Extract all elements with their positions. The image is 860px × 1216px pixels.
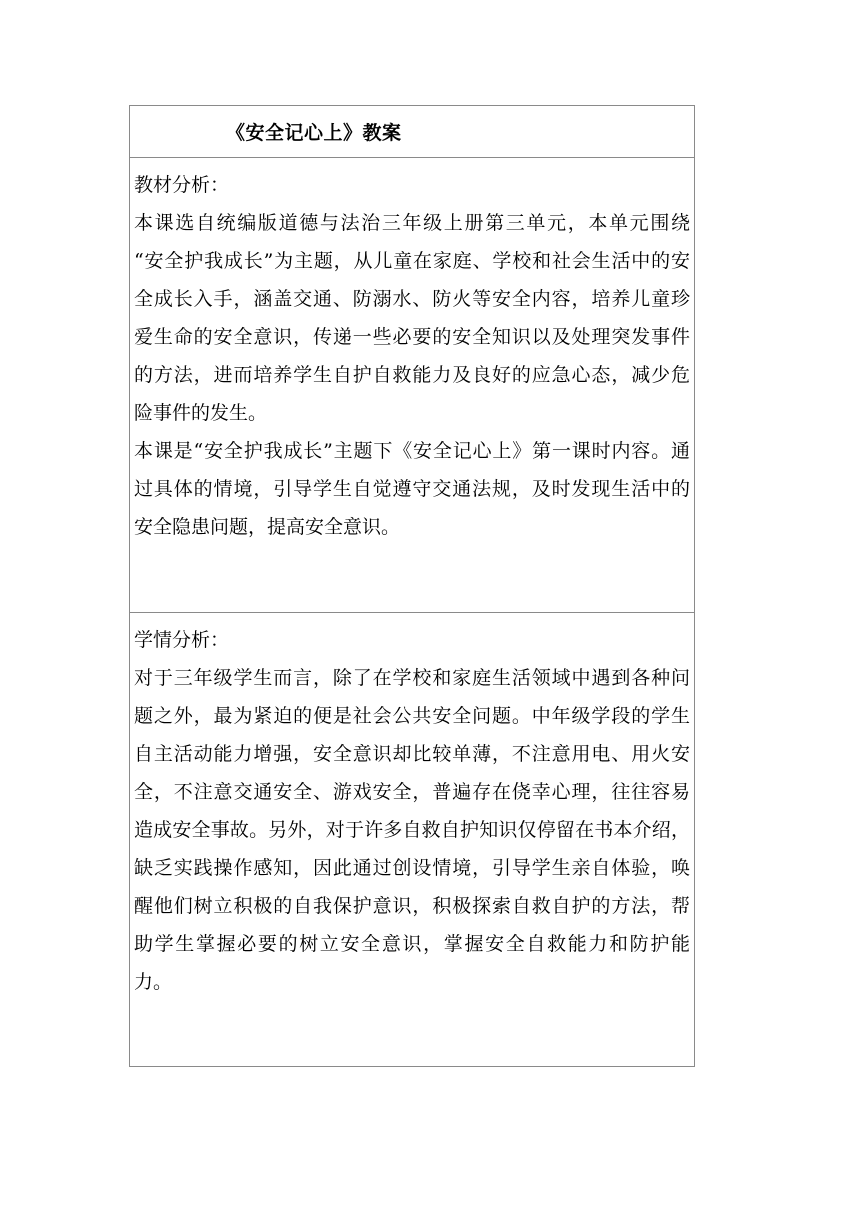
paragraph-line: 全，不注意交通安全、游戏安全，普遍存在侥幸心理，往往容易 bbox=[134, 781, 690, 803]
paragraph-line: 对于三年级学生而言，除了在学校和家庭生活领域中遇到各种问 bbox=[134, 667, 690, 689]
paragraph-line: 的方法，进而培养学生自护自救能力及良好的应急心态，减少危 bbox=[134, 364, 690, 386]
paragraph-line: 安全隐患问题，提高安全意识。 bbox=[134, 516, 401, 538]
section-heading: 教材分析： bbox=[134, 174, 230, 196]
paragraph-line: 爱生命的安全意识，传递一些必要的安全知识以及处理突发事件 bbox=[134, 326, 690, 348]
paragraph-line: 险事件的发生。 bbox=[134, 402, 268, 424]
textbook-analysis-section bbox=[130, 157, 694, 612]
title-row bbox=[130, 106, 694, 157]
paragraph-line: 力。 bbox=[134, 971, 173, 993]
paragraph-line: 造成安全事故。另外，对于许多自救自护知识仅停留在书本介绍， bbox=[134, 819, 690, 841]
paragraph-line: 过具体的情境，引导学生自觉遵守交通法规，及时发现生活中的 bbox=[134, 478, 690, 500]
lesson-plan-table bbox=[129, 105, 695, 1067]
section-heading: 学情分析： bbox=[134, 629, 230, 651]
paragraph-line: 缺乏实践操作感知，因此通过创设情境，引导学生亲自体验，唤 bbox=[134, 857, 690, 879]
student-analysis-section bbox=[130, 612, 694, 1066]
paragraph-line: 自主活动能力增强，安全意识却比较单薄，不注意用电、用火安 bbox=[134, 743, 690, 765]
document-title: 《安全记心上》教案 bbox=[226, 122, 402, 144]
paragraph-line: 助学生掌握必要的树立安全意识，掌握安全自救能力和防护能 bbox=[134, 933, 690, 955]
paragraph-line: 本课是“安全护我成长”主题下《安全记心上》第一课时内容。通 bbox=[134, 440, 690, 462]
paragraph-line: 全成长入手，涵盖交通、防溺水、防火等安全内容，培养儿童珍 bbox=[134, 288, 690, 310]
paragraph-line: 题之外，最为紧迫的便是社会公共安全问题。中年级学段的学生 bbox=[134, 705, 690, 727]
paragraph-line: 本课选自统编版道德与法治三年级上册第三单元，本单元围绕 bbox=[134, 212, 690, 234]
paragraph-line: “安全护我成长”为主题，从儿童在家庭、学校和社会生活中的安 bbox=[134, 250, 690, 272]
paragraph-line: 醒他们树立积极的自我保护意识，积极探索自救自护的方法，帮 bbox=[134, 895, 690, 917]
